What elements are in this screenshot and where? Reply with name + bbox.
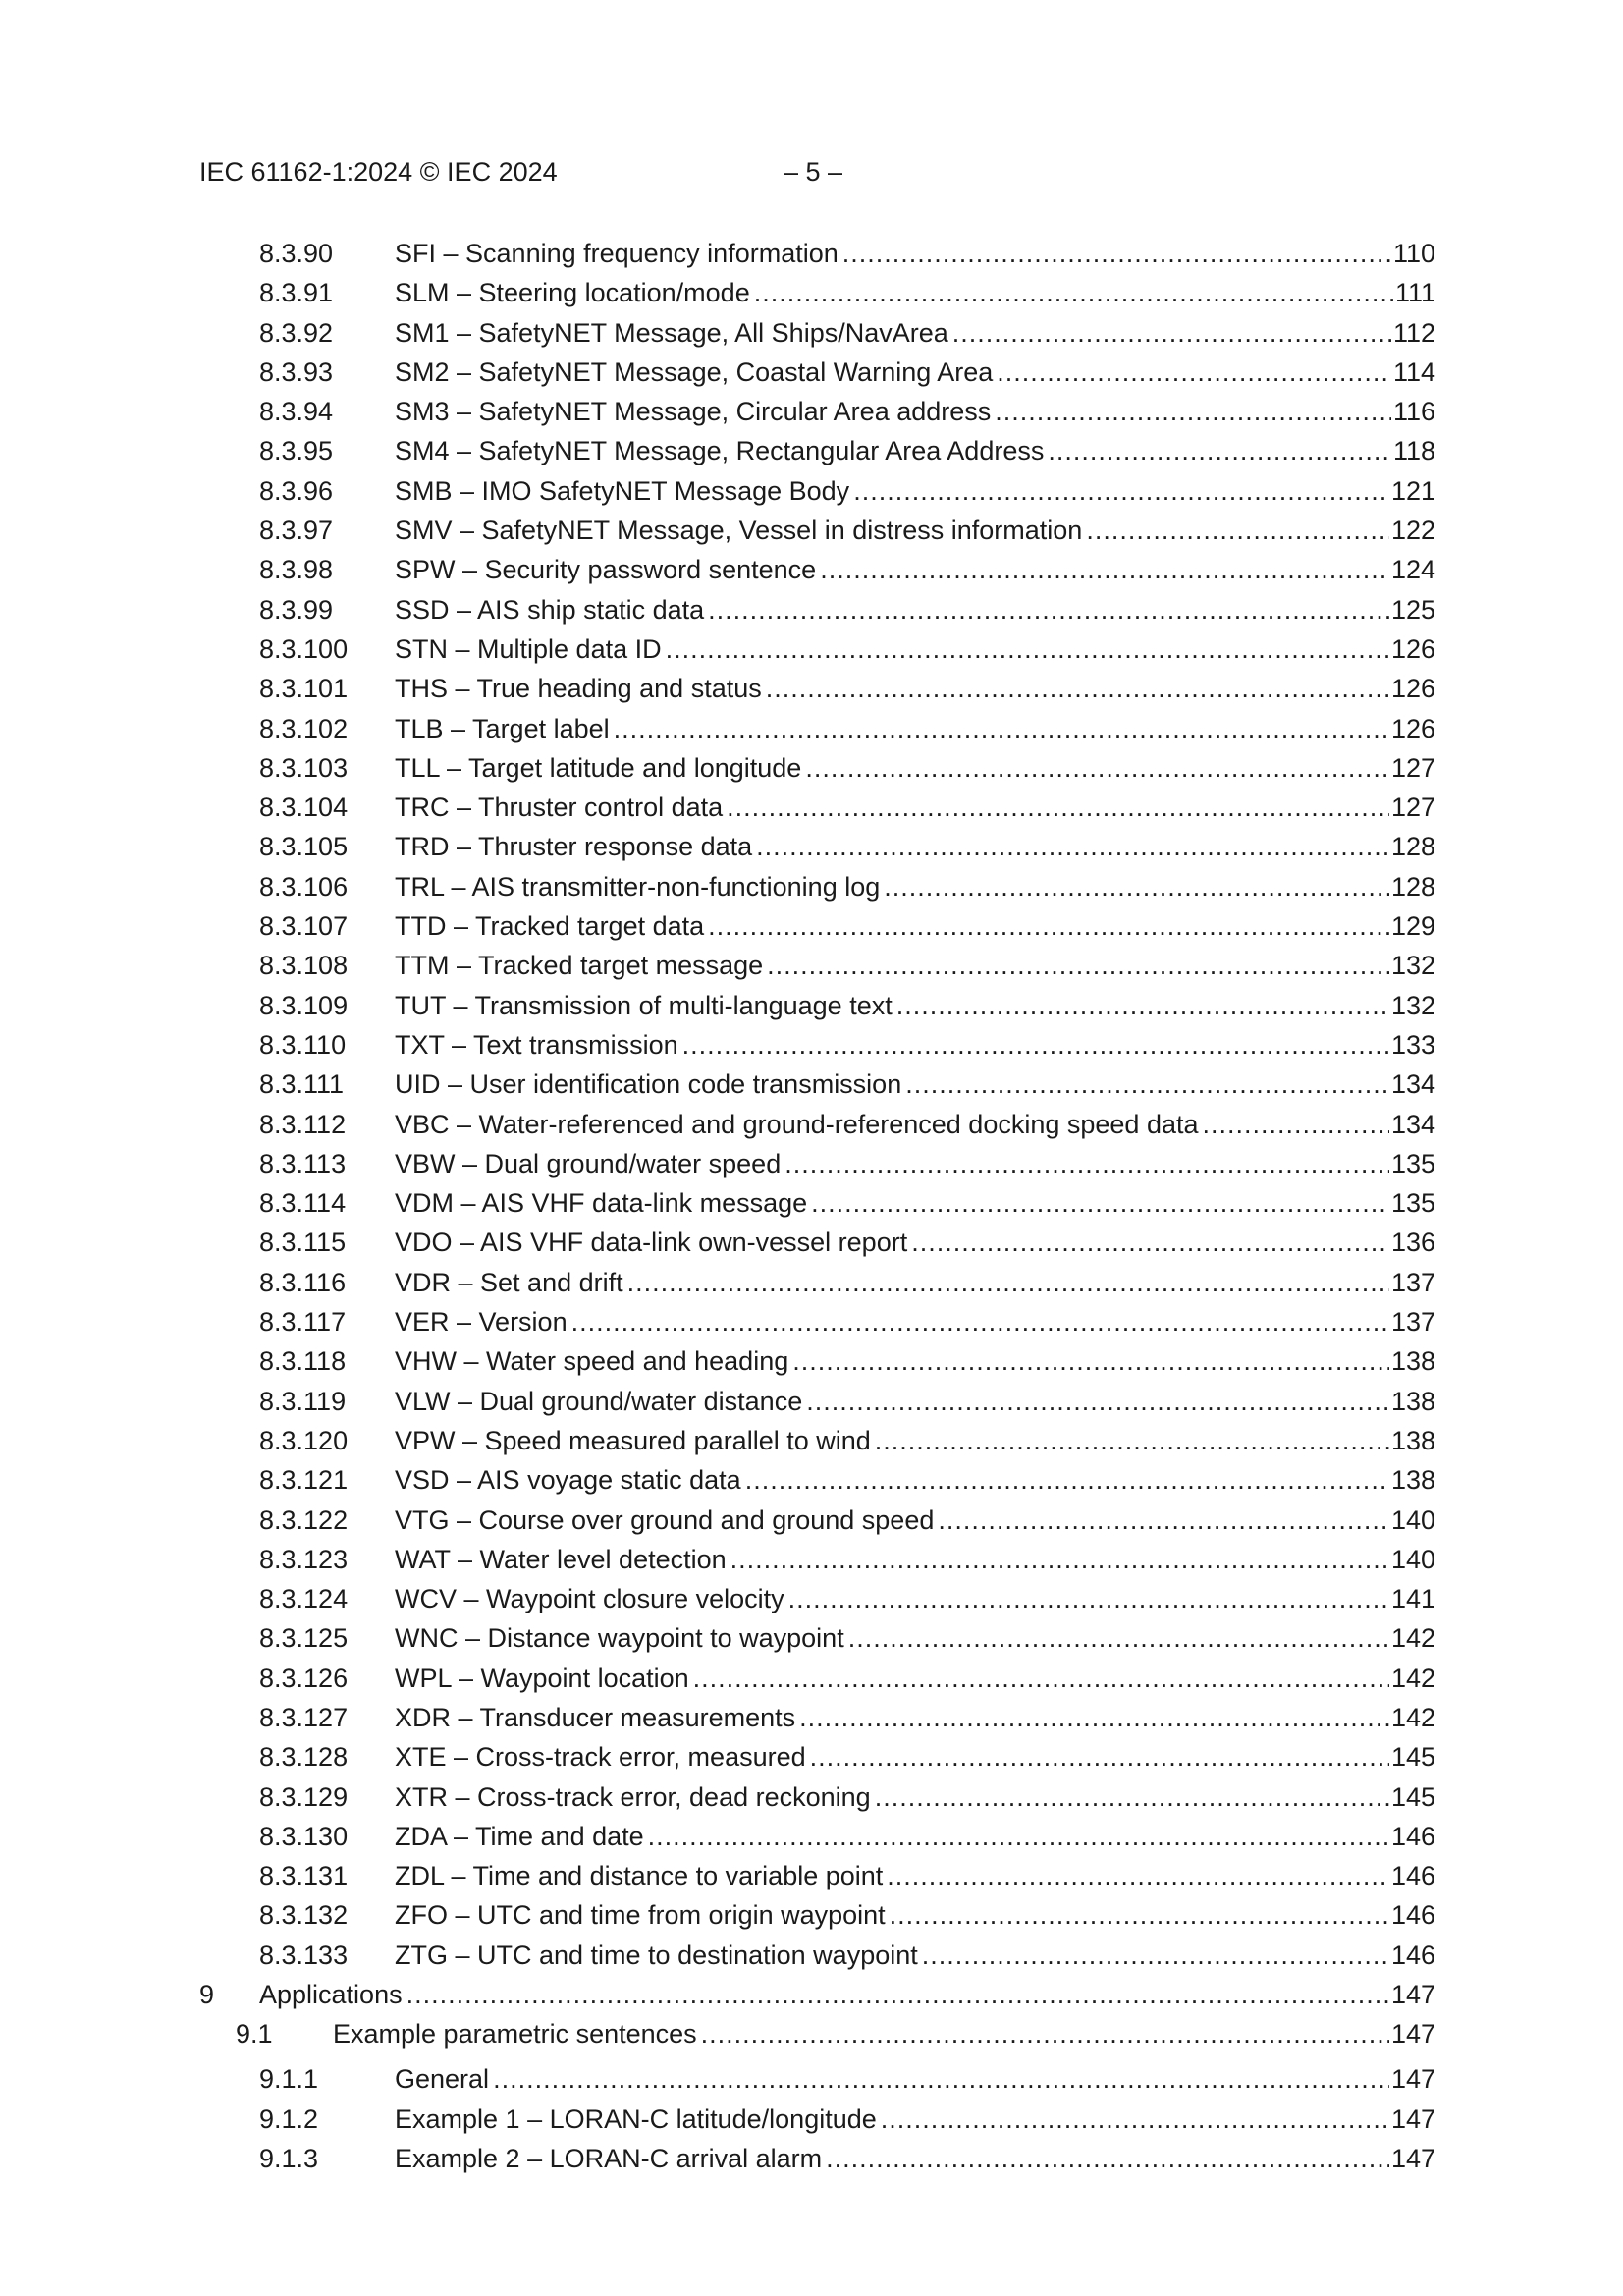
toc-entry-page: 132 (1390, 951, 1435, 981)
toc-entry[interactable] (0, 1777, 1623, 1817)
toc-entry-line (395, 1777, 1435, 1817)
toc-dot-leader (727, 788, 1389, 827)
toc-entry-number: 8.3.91 (259, 278, 334, 308)
toc-entry-page: 135 (1390, 1148, 1435, 1178)
toc-entry[interactable] (0, 1540, 1623, 1579)
toc-entry-line (395, 906, 1435, 946)
toc-dot-leader (805, 748, 1389, 788)
toc-entry[interactable] (0, 392, 1623, 431)
toc-dot-leader (848, 1618, 1389, 1658)
toc-entry-title: XTE – Cross-track error, measured (395, 1742, 806, 1773)
toc-dot-leader (493, 2059, 1389, 2099)
toc-entry-line (395, 1856, 1435, 1895)
toc-entry-line (395, 1579, 1435, 1618)
toc-entry-number: 8.3.108 (259, 951, 349, 981)
toc-entry-line (395, 2139, 1435, 2178)
toc-entry-title: General (395, 2064, 490, 2095)
toc-entry-page: 132 (1390, 990, 1435, 1020)
toc-dot-leader (788, 1579, 1389, 1618)
toc-entry[interactable] (0, 511, 1623, 550)
toc-entry-page: 138 (1390, 1465, 1435, 1496)
toc-entry-page: 134 (1390, 1069, 1435, 1100)
toc-entry-title: VTG – Course over ground and ground speed (395, 1504, 935, 1535)
toc-entry[interactable] (0, 2139, 1623, 2178)
toc-entry-title: VSD – AIS voyage static data (395, 1465, 741, 1496)
toc-entry[interactable] (0, 1618, 1623, 1658)
toc-dot-leader (810, 1737, 1389, 1777)
toc-entry-page: 125 (1390, 594, 1435, 625)
toc-entry-title: VER – Version (395, 1307, 568, 1338)
toc-entry-line (395, 709, 1435, 748)
toc-entry-title: SFI – Scanning frequency information (395, 239, 839, 268)
toc-entry-page: 118 (1392, 436, 1435, 466)
toc-entry-number: 8.3.110 (259, 1029, 347, 1060)
toc-dot-leader (648, 1817, 1389, 1856)
toc-entry-page: 110 (1392, 239, 1435, 268)
toc-entry-line (395, 2059, 1435, 2099)
toc-dot-leader (890, 1895, 1389, 1935)
toc-entry-page: 140 (1390, 1504, 1435, 1535)
toc-entry-line (395, 1895, 1435, 1935)
toc-entry-number: 8.3.99 (259, 594, 334, 625)
toc-entry[interactable] (0, 867, 1623, 906)
toc-dot-leader (1086, 511, 1389, 550)
toc-entry-number: 8.3.126 (259, 1663, 349, 1693)
toc-entry-page: 146 (1390, 1821, 1435, 1851)
toc-dot-leader (784, 1144, 1389, 1183)
toc-dot-leader (952, 313, 1391, 353)
toc-entry[interactable] (0, 1698, 1623, 1737)
toc-entry[interactable] (0, 669, 1623, 708)
toc-dot-leader (826, 2139, 1389, 2178)
toc-entry-number: 8.3.127 (259, 1702, 349, 1732)
toc-entry-title: Example 1 – LORAN-C latitude/longitude (395, 2104, 877, 2134)
toc-entry[interactable] (0, 906, 1623, 946)
toc-entry-title: SM2 – SafetyNET Message, Coastal Warning Area (395, 356, 994, 387)
toc-entry-title: SM4 – SafetyNET Message, Rectangular Area Address (395, 436, 1045, 466)
toc-entry-number: 8.3.124 (259, 1584, 349, 1614)
toc-entry-number: 8.3.128 (259, 1742, 349, 1773)
toc-entry-title: VDM – AIS VHF data-link message (395, 1188, 808, 1219)
toc-entry-number: 8.3.106 (259, 871, 349, 902)
toc-dot-leader (708, 590, 1389, 629)
toc-entry-number: 8.3.100 (259, 633, 349, 664)
toc-entry-number: 8.3.98 (259, 555, 334, 585)
toc-entry-page: 138 (1390, 1386, 1435, 1416)
toc-entry-line (395, 669, 1435, 708)
toc-entry-line (395, 1223, 1435, 1262)
toc-entry-page: 146 (1390, 1940, 1435, 1970)
toc-entry-line (395, 1183, 1435, 1223)
toc-dot-leader (938, 1501, 1389, 1540)
toc-entry-line (259, 1975, 1435, 2014)
toc-entry-line (395, 1698, 1435, 1737)
toc-entry-page: 126 (1390, 633, 1435, 664)
toc-entry[interactable] (0, 2059, 1623, 2099)
toc-entry-line (395, 1501, 1435, 1540)
toc-entry[interactable] (0, 986, 1623, 1025)
toc-dot-leader (799, 1698, 1389, 1737)
toc-dot-leader (887, 1856, 1389, 1895)
toc-entry-number: 8.3.123 (259, 1544, 349, 1574)
toc-entry-title: ZDA – Time and date (395, 1821, 644, 1851)
toc-entry[interactable] (0, 1263, 1623, 1302)
toc-entry-title: WPL – Waypoint location (395, 1663, 689, 1693)
toc-entry[interactable] (0, 313, 1623, 353)
toc-entry-title: Example 2 – LORAN-C arrival alarm (395, 2143, 823, 2173)
toc-entry-page: 136 (1390, 1228, 1435, 1258)
toc-entry-number: 8.3.111 (259, 1069, 345, 1100)
toc-dot-leader (701, 2014, 1389, 2053)
toc-entry-title: ZDL – Time and distance to variable point (395, 1861, 884, 1891)
toc-entry-number: 8.3.130 (259, 1821, 349, 1851)
toc-entry-number: 8.3.117 (259, 1307, 347, 1338)
toc-entry-page: 127 (1390, 793, 1435, 823)
toc-dot-leader (995, 392, 1391, 431)
toc-entry-line (395, 273, 1435, 312)
toc-dot-leader (666, 629, 1389, 669)
toc-entry-page: 116 (1392, 397, 1435, 427)
toc-entry-number: 8.3.119 (259, 1386, 347, 1416)
toc-entry-page: 146 (1390, 1861, 1435, 1891)
toc-entry[interactable] (0, 590, 1623, 629)
toc-entry-page: 133 (1390, 1029, 1435, 1060)
toc-entry-number: 8.3.122 (259, 1504, 349, 1535)
toc-entry-title: WNC – Distance waypoint to waypoint (395, 1623, 844, 1654)
toc-entry-number: 8.3.118 (259, 1346, 347, 1377)
toc-dot-leader (905, 1065, 1389, 1104)
toc-entry-line (395, 1659, 1435, 1698)
toc-entry[interactable] (0, 1579, 1623, 1618)
toc-entry-line (395, 1737, 1435, 1777)
toc-dot-leader (922, 1936, 1389, 1975)
toc-entry-number: 8.3.102 (259, 713, 349, 743)
toc-entry-number: 8.3.92 (259, 317, 334, 348)
toc-entry-page: 111 (1394, 278, 1435, 308)
toc-entry[interactable] (0, 1460, 1623, 1500)
toc-entry-title: SM3 – SafetyNET Message, Circular Area address (395, 397, 992, 427)
toc-entry-title: SSD – AIS ship static data (395, 594, 705, 625)
toc-entry-line (333, 2014, 1435, 2053)
toc-entry-title: Example parametric sentences (333, 2019, 697, 2050)
toc-entry-title: THS – True heading and status (395, 674, 762, 704)
toc-entry-page: 126 (1390, 674, 1435, 704)
toc-entry[interactable] (0, 1501, 1623, 1540)
toc-entry-line (395, 1105, 1435, 1144)
toc-entry-title: SMB – IMO SafetyNET Message Body (395, 475, 850, 506)
toc-entry-page: 137 (1390, 1267, 1435, 1297)
toc-entry[interactable] (0, 471, 1623, 511)
toc-entry-page: 147 (1390, 2104, 1435, 2134)
toc-dot-leader (792, 1341, 1389, 1381)
toc-entry-line (395, 471, 1435, 511)
toc-entry-number: 8.3.113 (259, 1148, 347, 1178)
toc-entry-line (395, 392, 1435, 431)
toc-dot-leader (811, 1183, 1389, 1223)
toc-entry-line (395, 986, 1435, 1025)
toc-entry-number: 8.3.105 (259, 832, 349, 862)
toc-entry-title: VBW – Dual ground/water speed (395, 1148, 782, 1178)
toc-entry-page: 142 (1390, 1623, 1435, 1654)
toc-dot-leader (682, 1025, 1389, 1065)
toc-entry[interactable] (0, 1975, 1623, 2014)
toc-entry-line (395, 1618, 1435, 1658)
toc-dot-leader (875, 1421, 1389, 1460)
toc-entry-title: XTR – Cross-track error, dead reckoning (395, 1781, 871, 1812)
toc-dot-leader (875, 1777, 1389, 1817)
toc-entry-number: 8.3.131 (259, 1861, 349, 1891)
toc-entry-line (395, 946, 1435, 985)
toc-entry-page: 134 (1390, 1109, 1435, 1139)
toc-dot-leader (1203, 1105, 1389, 1144)
toc-entry[interactable] (0, 1936, 1623, 1975)
toc-entry-number: 8.3.121 (259, 1465, 349, 1496)
toc-entry-title: TUT – Transmission of multi-language text (395, 990, 893, 1020)
toc-entry[interactable] (0, 353, 1623, 392)
toc-entry[interactable] (0, 1659, 1623, 1698)
toc-entry[interactable] (0, 234, 1623, 273)
toc-entry-line (395, 748, 1435, 788)
toc-entry-line (395, 1540, 1435, 1579)
toc-dot-leader (842, 234, 1391, 273)
toc-dot-leader (766, 669, 1389, 708)
toc-entry-page: 135 (1390, 1188, 1435, 1219)
toc-entry[interactable] (0, 2100, 1623, 2139)
toc-entry-title: WAT – Water level detection (395, 1544, 727, 1574)
toc-entry-line (395, 590, 1435, 629)
toc-entry-title: TLL – Target latitude and longitude (395, 752, 802, 783)
toc-entry-line (395, 827, 1435, 866)
toc-entry-line (395, 1936, 1435, 1975)
toc-dot-leader (820, 550, 1389, 589)
toc-entry-title: ZFO – UTC and time from origin waypoint (395, 1900, 886, 1931)
toc-entry-number: 9.1.2 (259, 2104, 319, 2134)
toc-entry-page: 127 (1390, 752, 1435, 783)
toc-entry[interactable] (0, 1105, 1623, 1144)
toc-entry-number: 9 (199, 1980, 215, 2010)
toc-entry-title: VBC – Water-referenced and ground-referenced docking speed data (395, 1109, 1199, 1139)
toc-entry-page: 138 (1390, 1425, 1435, 1455)
toc-entry-page: 147 (1390, 2143, 1435, 2173)
toc-entry-line (395, 313, 1435, 353)
toc-entry-line (395, 353, 1435, 392)
toc-entry[interactable] (0, 1341, 1623, 1381)
toc-entry[interactable] (0, 1817, 1623, 1856)
toc-entry-line (395, 1421, 1435, 1460)
toc-entry[interactable] (0, 431, 1623, 470)
toc-entry-number: 8.3.103 (259, 752, 349, 783)
toc-entry-page: 140 (1390, 1544, 1435, 1574)
toc-entry-number: 8.3.94 (259, 397, 334, 427)
toc-entry-line (395, 431, 1435, 470)
toc-entry-number: 8.3.115 (259, 1228, 347, 1258)
toc-entry-title: ZTG – UTC and time to destination waypoint (395, 1940, 918, 1970)
toc-dot-leader (853, 471, 1389, 511)
toc-entry-page: 145 (1390, 1742, 1435, 1773)
toc-entry-line (395, 629, 1435, 669)
toc-entry-line (395, 550, 1435, 589)
toc-entry-number: 8.3.107 (259, 911, 349, 942)
toc-entry-page: 121 (1390, 475, 1435, 506)
toc-entry-number: 8.3.97 (259, 516, 334, 546)
toc-entry-title: TLB – Target label (395, 713, 610, 743)
toc-entry-page: 137 (1390, 1307, 1435, 1338)
running-header: IEC 61162-1:2024 © IEC 2024 (199, 157, 558, 187)
toc-entry-page: 122 (1390, 516, 1435, 546)
toc-entry-line (395, 788, 1435, 827)
toc-entry-title: UID – User identification code transmission (395, 1069, 902, 1100)
toc-entry-line (395, 1460, 1435, 1500)
toc-entry-title: TRC – Thruster control data (395, 793, 724, 823)
toc-entry-title: SLM – Steering location/mode (395, 278, 750, 308)
toc-entry[interactable] (0, 629, 1623, 669)
toc-entry-title: VDO – AIS VHF data-link own-vessel report (395, 1228, 908, 1258)
toc-entry-title: TRD – Thruster response data (395, 832, 753, 862)
toc-dot-leader (767, 946, 1389, 985)
toc-entry-line (395, 1065, 1435, 1104)
toc-entry[interactable] (0, 550, 1623, 589)
toc-entry-title: TXT – Text transmission (395, 1029, 678, 1060)
toc-entry-number: 8.3.129 (259, 1781, 349, 1812)
toc-entry-line (395, 867, 1435, 906)
toc-entry-title: TTD – Tracked target data (395, 911, 705, 942)
toc-entry-title: TRL – AIS transmitter-non-functioning log (395, 871, 881, 902)
toc-entry-page: 128 (1390, 832, 1435, 862)
toc-entry-number: 8.3.116 (259, 1267, 347, 1297)
toc-entry[interactable] (0, 1223, 1623, 1262)
toc-entry-page: 142 (1390, 1702, 1435, 1732)
toc-entry-number: 8.3.114 (259, 1188, 347, 1219)
toc-entry[interactable] (0, 827, 1623, 866)
toc-entry[interactable] (0, 1856, 1623, 1895)
toc-entry-page: 142 (1390, 1663, 1435, 1693)
toc-dot-leader (745, 1460, 1389, 1500)
toc-dot-leader (896, 986, 1389, 1025)
toc-entry-line (395, 1263, 1435, 1302)
toc-entry-line (395, 1144, 1435, 1183)
toc-entry-page: 147 (1390, 1980, 1435, 2010)
toc-entry-line (395, 1341, 1435, 1381)
toc-entry-line (395, 511, 1435, 550)
toc-dot-leader (806, 1382, 1389, 1421)
toc-entry-title: XDR – Transducer measurements (395, 1702, 796, 1732)
toc-entry-page: 126 (1390, 713, 1435, 743)
toc-entry-title: VPW – Speed measured parallel to wind (395, 1425, 871, 1455)
table-of-contents (0, 234, 1623, 2178)
toc-entry-number: 8.3.101 (259, 674, 349, 704)
toc-entry-title: STN – Multiple data ID (395, 633, 662, 664)
toc-entry-title: WCV – Waypoint closure velocity (395, 1584, 784, 1614)
toc-entry[interactable] (0, 2014, 1623, 2059)
toc-entry-page: 124 (1390, 555, 1435, 585)
toc-entry[interactable] (0, 1183, 1623, 1223)
toc-dot-leader (571, 1302, 1389, 1341)
toc-entry-number: 8.3.112 (259, 1109, 347, 1139)
toc-dot-leader (627, 1263, 1389, 1302)
toc-entry-page: 114 (1392, 356, 1435, 387)
toc-entry-number: 9.1.1 (259, 2064, 319, 2095)
toc-entry-number: 8.3.109 (259, 990, 349, 1020)
toc-entry[interactable] (0, 946, 1623, 985)
toc-entry-number: 8.3.93 (259, 356, 334, 387)
toc-entry-number: 8.3.125 (259, 1623, 349, 1654)
toc-dot-leader (756, 827, 1389, 866)
toc-entry-page: 141 (1390, 1584, 1435, 1614)
toc-entry-title: SM1 – SafetyNET Message, All Ships/NavArea (395, 317, 948, 348)
toc-entry[interactable] (0, 748, 1623, 788)
toc-dot-leader (911, 1223, 1389, 1262)
toc-dot-leader (708, 906, 1389, 946)
toc-dot-leader (406, 1975, 1389, 2014)
toc-entry-page: 112 (1392, 317, 1435, 348)
toc-entry-page: 147 (1390, 2064, 1435, 2095)
toc-entry-line (395, 1025, 1435, 1065)
toc-entry-title: VDR – Set and drift (395, 1267, 623, 1297)
toc-entry-line (395, 2100, 1435, 2139)
toc-entry[interactable] (0, 788, 1623, 827)
toc-entry-title: TTM – Tracked target message (395, 951, 764, 981)
toc-entry-number: 9.1.3 (259, 2143, 319, 2173)
toc-dot-leader (754, 273, 1393, 312)
toc-entry-number: 8.3.95 (259, 436, 334, 466)
page-number: – 5 – (784, 157, 843, 187)
toc-entry[interactable] (0, 709, 1623, 748)
toc-dot-leader (693, 1659, 1389, 1698)
toc-entry-number: 8.3.120 (259, 1425, 349, 1455)
toc-entry-number: 8.3.104 (259, 793, 349, 823)
toc-entry-title: Applications (259, 1980, 403, 2010)
toc-entry[interactable] (0, 1895, 1623, 1935)
toc-entry-number: 9.1 (236, 2019, 273, 2050)
toc-entry[interactable] (0, 1065, 1623, 1104)
toc-entry[interactable] (0, 1737, 1623, 1777)
toc-entry-line (395, 1302, 1435, 1341)
toc-entry-page: 146 (1390, 1900, 1435, 1931)
toc-entry[interactable] (0, 1025, 1623, 1065)
toc-entry[interactable] (0, 1302, 1623, 1341)
toc-entry-title: SPW – Security password sentence (395, 555, 817, 585)
toc-entry-page: 138 (1390, 1346, 1435, 1377)
toc-entry-title: VLW – Dual ground/water distance (395, 1386, 803, 1416)
toc-entry[interactable] (0, 273, 1623, 312)
toc-entry[interactable] (0, 1144, 1623, 1183)
toc-dot-leader (884, 867, 1389, 906)
toc-dot-leader (730, 1540, 1389, 1579)
toc-entry-number: 8.3.96 (259, 475, 334, 506)
toc-entry[interactable] (0, 1382, 1623, 1421)
toc-entry-title: VHW – Water speed and heading (395, 1346, 789, 1377)
toc-entry-number: 8.3.133 (259, 1940, 349, 1970)
toc-entry-page: 129 (1390, 911, 1435, 942)
toc-entry-title: SMV – SafetyNET Message, Vessel in distress information (395, 516, 1083, 546)
toc-dot-leader (1048, 431, 1391, 470)
toc-entry-line (395, 234, 1435, 273)
toc-entry-number: 8.3.132 (259, 1900, 349, 1931)
toc-dot-leader (881, 2100, 1389, 2139)
toc-entry[interactable] (0, 1421, 1623, 1460)
toc-entry-page: 145 (1390, 1781, 1435, 1812)
toc-entry-line (395, 1817, 1435, 1856)
toc-dot-leader (997, 353, 1391, 392)
toc-entry-line (395, 1382, 1435, 1421)
toc-entry-number: 8.3.90 (259, 239, 334, 268)
toc-dot-leader (614, 709, 1389, 748)
toc-entry-page: 147 (1390, 2019, 1435, 2050)
toc-entry-page: 128 (1390, 871, 1435, 902)
